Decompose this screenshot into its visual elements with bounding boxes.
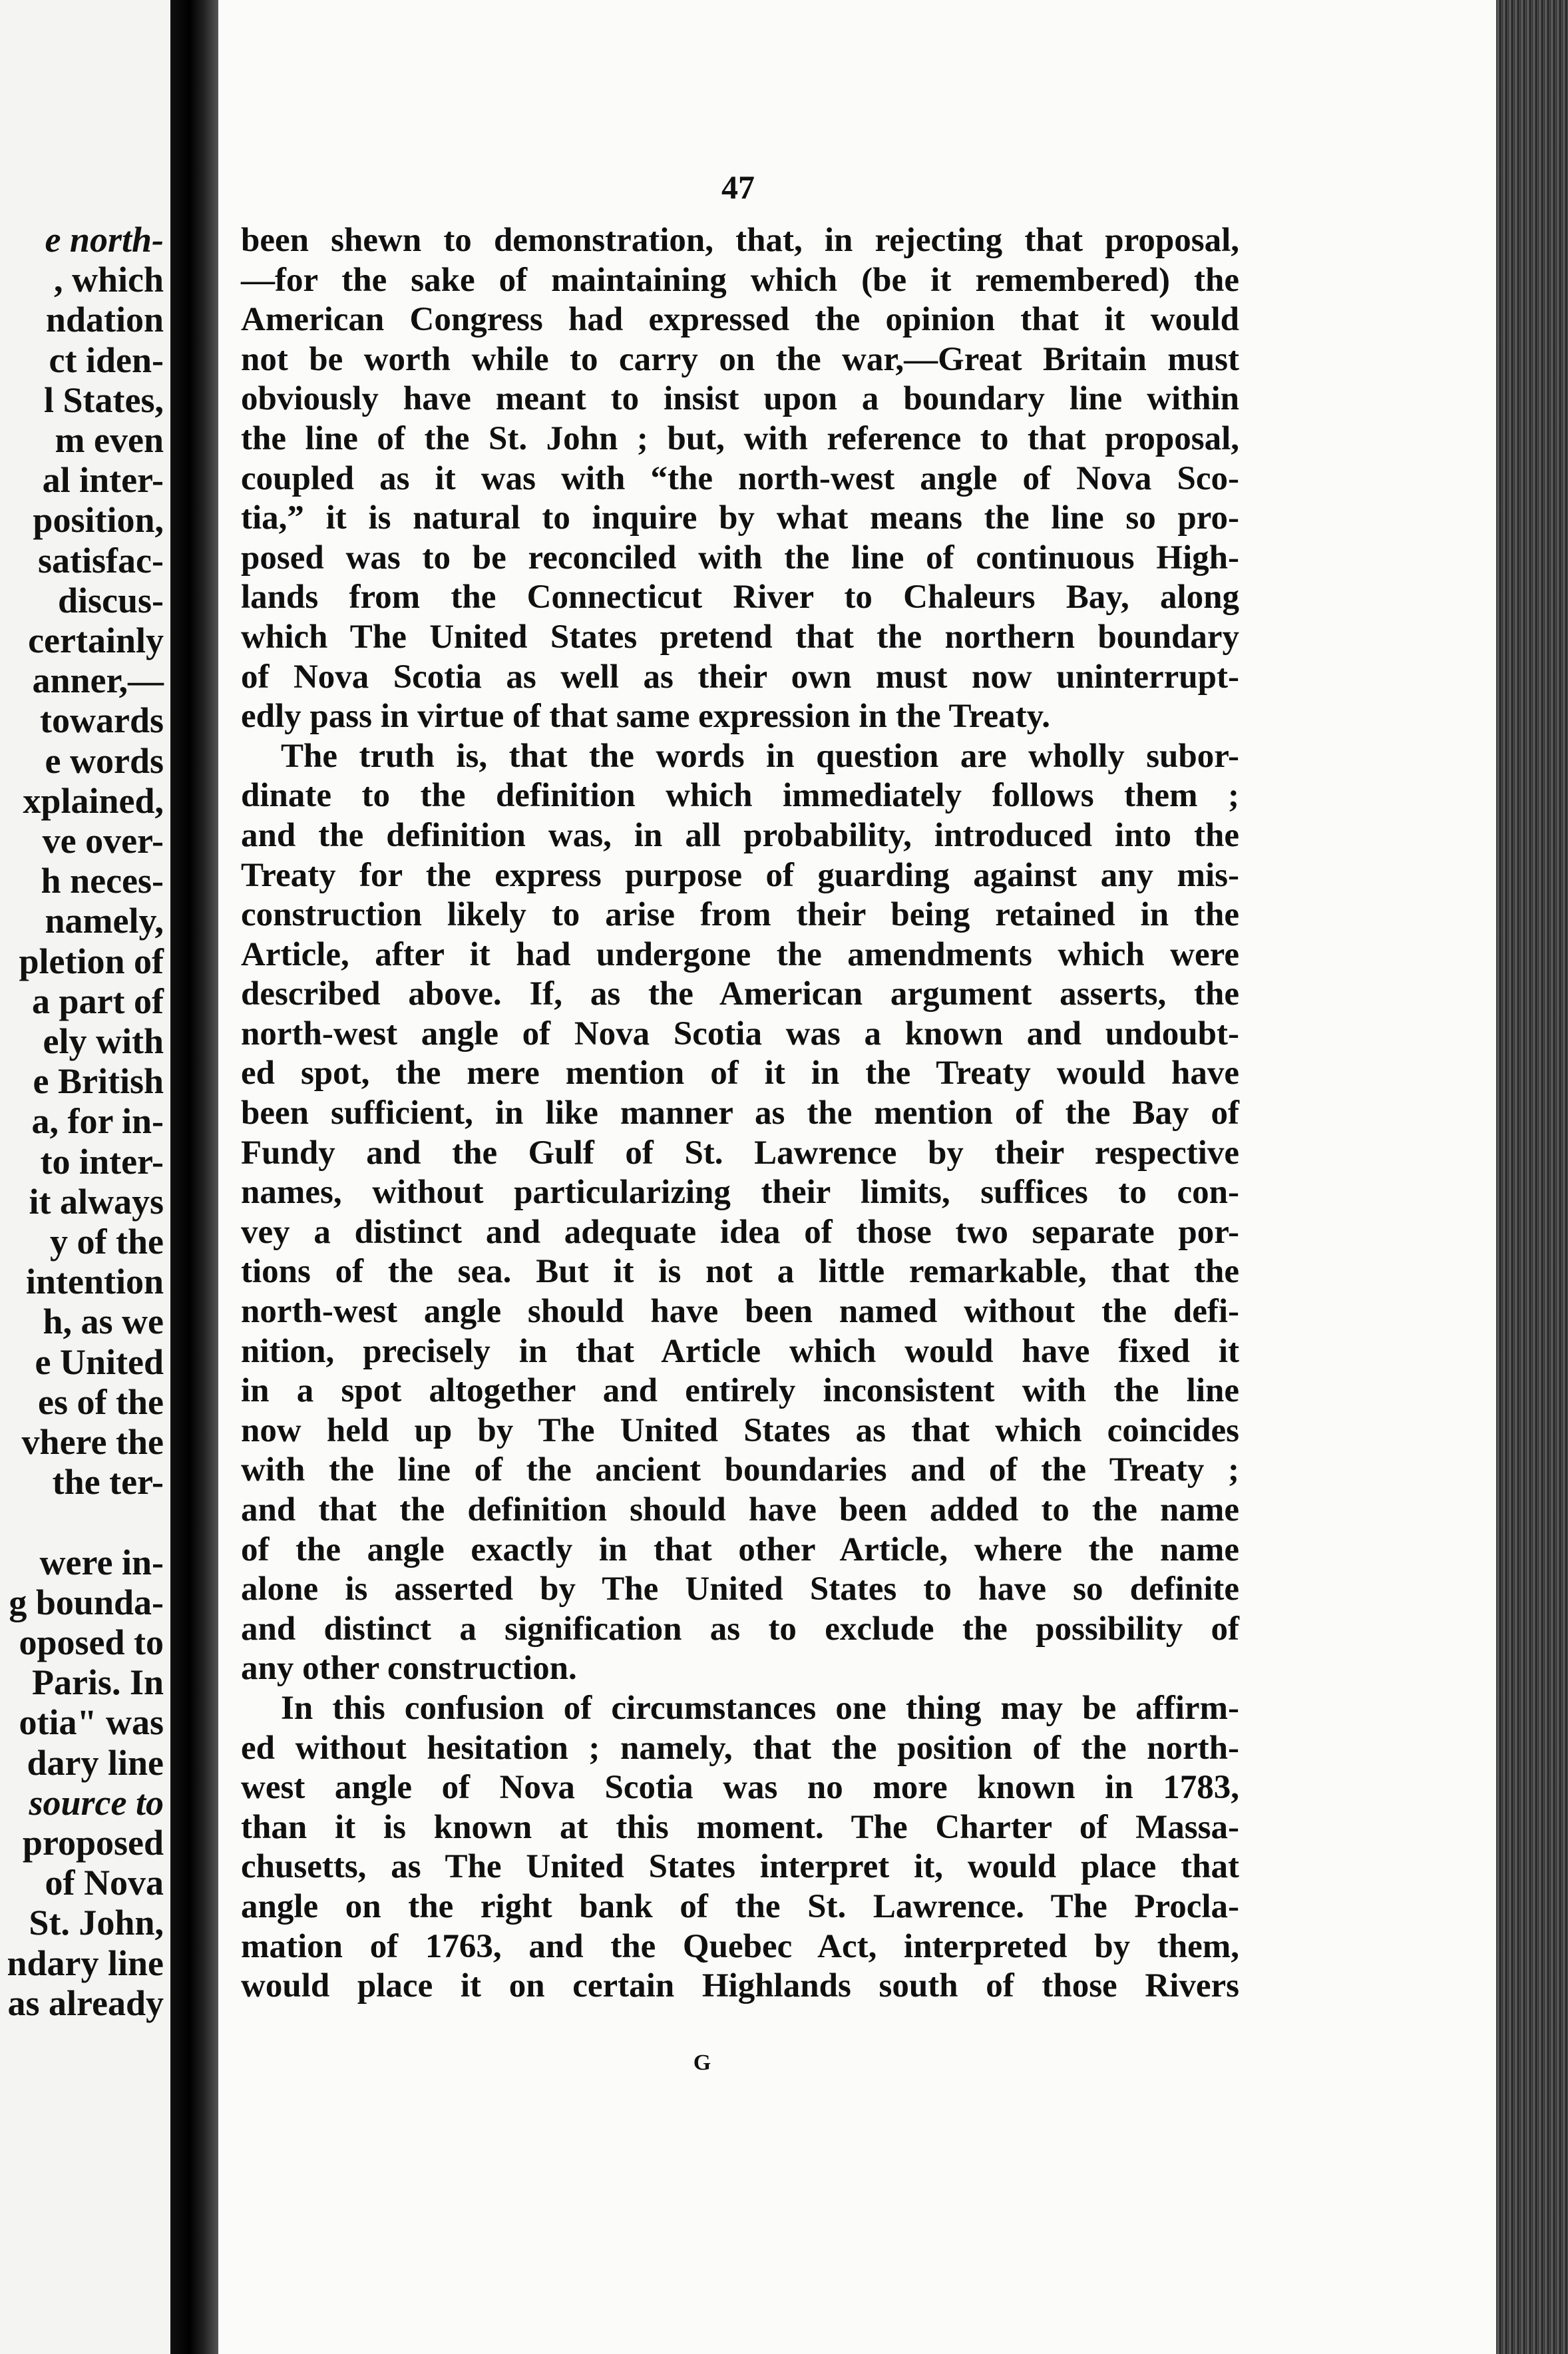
left-page-line: g bounda- — [9, 1582, 164, 1622]
left-page-line: St. John, — [29, 1903, 164, 1943]
left-page-line: oposed to — [19, 1622, 164, 1662]
text-line: The truth is, that the words in question are wholly subor- — [281, 737, 1239, 775]
left-page-line: a, for in- — [31, 1101, 164, 1142]
text-line: been shewn to demonstration, that, in rejecting that proposal, — [241, 222, 1239, 259]
text-line: with the line of the ancient boundaries and of the Treaty ; — [241, 1451, 1239, 1489]
text-line: ed spot, the mere mention of it in the Treaty would have — [241, 1055, 1239, 1092]
text-line: tia,” it is natural to inquire by what means the line so pro- — [241, 499, 1239, 537]
left-page-line: ndary line — [7, 1943, 164, 1983]
left-page-line: discus- — [57, 580, 164, 620]
text-line: the line of the St. John ; but, with reference to that proposal, — [241, 419, 1239, 457]
left-page-line: pletion of — [19, 941, 164, 981]
text-line: and that the definition should have been added to the name — [241, 1491, 1239, 1529]
text-line: Article, after it had undergone the amendments which were — [241, 935, 1239, 973]
text-line: than it is known at this moment. The Charter of Massa- — [241, 1808, 1239, 1846]
text-line: of the angle exactly in that other Article, where the name — [241, 1530, 1239, 1568]
text-line: edly pass in virtue of that same expression in the Treaty. — [241, 698, 1051, 736]
text-line: and distinct a signification as to exclude the possibility of — [241, 1610, 1239, 1648]
left-page-line: intention — [25, 1262, 164, 1302]
left-page-line: it always — [29, 1181, 164, 1222]
left-page-line: , which — [53, 260, 164, 300]
page-number: 47 — [721, 168, 755, 206]
text-line: would place it on certain Highlands south of those Rivers — [241, 1967, 1239, 2005]
signature-mark: G — [693, 2050, 711, 2075]
text-line: dinate to the definition which immediately follows them ; — [241, 777, 1239, 815]
text-line: in a spot altogether and entirely inconsistent with the line — [241, 1372, 1239, 1410]
left-page-line: e north- — [45, 220, 164, 260]
text-line: chusetts, as The United States interpret it, would place that — [241, 1848, 1239, 1886]
left-page-line: otia" was — [19, 1702, 164, 1743]
left-page-line: Paris. In — [31, 1662, 164, 1703]
text-line: not be worth while to carry on the war,—Great Britain must — [241, 340, 1239, 378]
left-page-line: position, — [33, 500, 164, 541]
body-text — [241, 221, 1239, 2006]
left-page-line: es of the — [38, 1381, 164, 1422]
left-page-line: m even — [55, 420, 164, 460]
left-page-line: a part of — [32, 981, 164, 1021]
text-line: described above. If, as the American argument asserts, the — [241, 975, 1239, 1013]
left-page-line: e United — [35, 1341, 164, 1382]
text-line: west angle of Nova Scotia was no more known in 1783, — [241, 1769, 1239, 1807]
left-page-line: e British — [33, 1061, 164, 1102]
left-page-line: ct iden- — [49, 340, 164, 380]
left-page-line: xplained, — [23, 780, 164, 821]
text-line: obviously have meant to insist upon a boundary line within — [241, 380, 1239, 418]
left-page-line: h neces- — [41, 861, 164, 901]
left-page-line: satisfac- — [38, 540, 164, 581]
text-line: lands from the Connecticut River to Chaleurs Bay, along — [241, 579, 1239, 616]
left-page-line: certainly — [28, 620, 164, 660]
text-line: vey a distinct and adequate idea of those two separate por- — [241, 1213, 1239, 1251]
left-page-line: ve over- — [42, 821, 164, 861]
book-gutter — [170, 0, 218, 2354]
left-page-line: ely with — [43, 1021, 164, 1061]
left-page-line: l States, — [44, 379, 164, 420]
text-line: nition, precisely in that Article which would have fixed it — [241, 1332, 1239, 1370]
left-page-line: y of the — [50, 1222, 164, 1262]
left-page-line: were in- — [39, 1542, 164, 1582]
text-line: now held up by The United States as that which coincides — [241, 1411, 1239, 1449]
text-line: coupled as it was with “the north-west angle of Nova Sco- — [241, 459, 1239, 497]
left-page-line: as already — [7, 1983, 164, 2023]
page-edges — [1496, 0, 1568, 2354]
text-line: ed without hesitation ; namely, that the position of the north- — [241, 1729, 1239, 1767]
left-page-line: to inter- — [40, 1141, 164, 1182]
text-line: posed was to be reconciled with the line of continuous High- — [241, 539, 1239, 577]
text-line: north-west angle should have been named without the defi- — [241, 1293, 1239, 1331]
text-line: of Nova Scotia as well as their own must now uninterrupt- — [241, 658, 1239, 696]
text-line: mation of 1763, and the Quebec Act, interpreted by them, — [241, 1927, 1239, 1965]
text-line: angle on the right bank of the St. Lawrence. The Procla- — [241, 1887, 1239, 1925]
text-line: any other construction. — [241, 1650, 577, 1688]
left-page-line: anner,— — [32, 660, 164, 701]
left-page-line: the ter- — [52, 1462, 164, 1503]
text-line: been sufficient, in like manner as the mention of the Bay of — [241, 1094, 1239, 1132]
left-page-line: proposed — [22, 1823, 164, 1863]
left-page-line: towards — [40, 700, 164, 741]
text-line: and the definition was, in all probability, introduced into the — [241, 816, 1239, 854]
left-page-line: vhere the — [21, 1422, 164, 1462]
left-page-line: e words — [45, 740, 164, 781]
left-page-line: ndation — [45, 300, 164, 340]
text-line: construction likely to arise from their being retained in the — [241, 896, 1239, 934]
text-line: In this confusion of circumstances one thing may be affirm- — [281, 1689, 1239, 1727]
left-page-line: source to — [29, 1782, 164, 1823]
left-page-line: al inter- — [42, 460, 164, 501]
left-page-line: of Nova — [45, 1863, 164, 1903]
left-page-line: h, as we — [43, 1301, 164, 1342]
text-line: alone is asserted by The United States to have so definite — [241, 1570, 1239, 1608]
text-line: names, without particularizing their limits, suffices to con- — [241, 1174, 1239, 1212]
text-line: —for the sake of maintaining which (be it remembered) the — [241, 261, 1239, 299]
text-line: American Congress had expressed the opinion that it would — [241, 301, 1239, 339]
text-line: tions of the sea. But it is not a little remarkable, that the — [241, 1253, 1239, 1291]
text-line: north-west angle of Nova Scotia was a known and undoubt- — [241, 1015, 1239, 1053]
text-line: Fundy and the Gulf of St. Lawrence by their respective — [241, 1134, 1239, 1172]
text-line: Treaty for the express purpose of guarding against any mis- — [241, 856, 1239, 894]
left-page-line: dary line — [27, 1742, 164, 1783]
left-page — [0, 0, 170, 2354]
text-line: which The United States pretend that the northern boundary — [241, 618, 1239, 656]
left-page-line: namely, — [45, 901, 164, 941]
